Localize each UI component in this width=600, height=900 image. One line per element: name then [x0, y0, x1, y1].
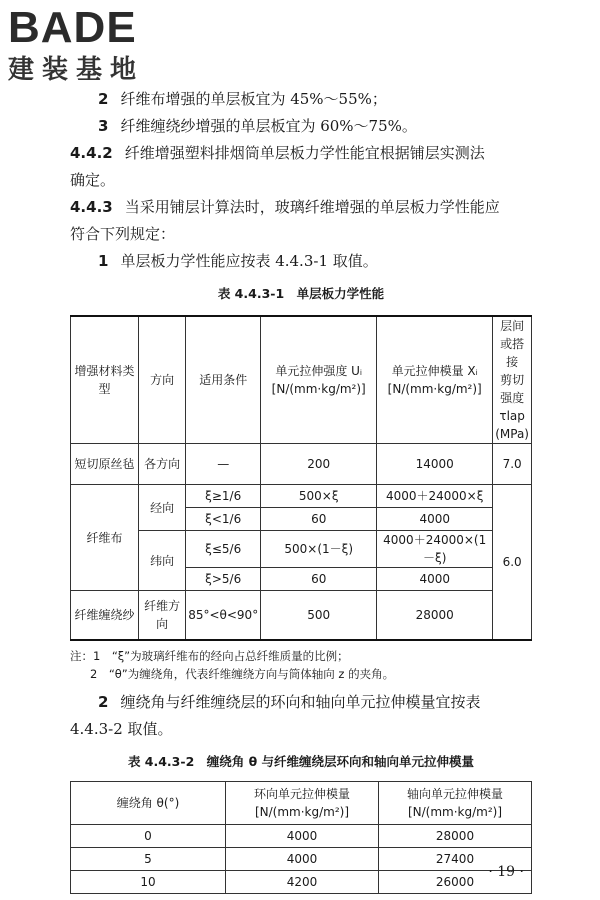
clause-4-4-2: 4.4.2 纤维增强塑料排烟筒单层板力学性能宜根据铺层实测法	[70, 144, 485, 162]
clause-4-4-3: 4.4.3 当采用铺层计算法时，玻璃纤维增强的单层板力学性能应	[70, 198, 500, 216]
cell-strength: 500×ξ	[261, 485, 377, 508]
table2	[70, 781, 532, 894]
list-item: 1 单层板力学性能应按表 4.4.3-1 取值。	[98, 252, 378, 270]
cell-condition: ξ>5/6	[186, 568, 261, 591]
th-strength: 单元拉伸强度 Uᵢ [N/(mm·kg/m²)]	[261, 316, 377, 444]
clause-4-4-3-cont: 符合下列规定：	[70, 225, 176, 243]
list-item-cont: 4.4.3-2 取值。	[70, 720, 173, 738]
cell-strength: 60	[261, 568, 377, 591]
logo-brand-en: BADE	[8, 3, 137, 52]
document-body	[70, 86, 532, 894]
th-shear: 层间或搭接 剪切强度 τlap (MPa)	[493, 316, 532, 444]
cell-shear: 7.0	[493, 444, 532, 485]
table-row	[71, 485, 532, 508]
page-number: · 19 ·	[488, 864, 524, 880]
cell-shear: 6.0	[493, 485, 532, 641]
table-row	[71, 871, 532, 894]
th-modulus: 单元拉伸模量 Xᵢ [N/(mm·kg/m²)]	[377, 316, 493, 444]
table1-caption: 表 4.4.3-1 单层板力学性能	[217, 286, 385, 301]
table-row	[71, 531, 532, 568]
th-angle: 缠绕角 θ(°)	[71, 782, 226, 825]
th-condition: 适用条件	[186, 316, 261, 444]
cell-modulus: 4000＋24000×(1－ξ)	[377, 531, 493, 568]
table2-caption: 表 4.4.3-2 缠绕角 θ 与纤维缠绕层环向和轴向单元拉伸模量	[127, 754, 475, 769]
cell-strength: 500	[261, 591, 377, 641]
note-1: 注：1 “ξ”为玻璃纤维布的经向占总纤维质量的比例；	[70, 649, 349, 663]
cell-condition: ξ<1/6	[186, 508, 261, 531]
cell-strength: 500×(1－ξ)	[261, 531, 377, 568]
cell-hoop: 4200	[226, 871, 379, 894]
cell-hoop: 4000	[226, 848, 379, 871]
cell-angle: 10	[71, 871, 226, 894]
cell-modulus: 4000＋24000×ξ	[377, 485, 493, 508]
cell-material: 短切原丝毡	[71, 444, 139, 485]
logo-brand-cn: 建装基地	[8, 55, 145, 85]
cell-material: 纤维缠绕纱	[71, 591, 139, 641]
list-item: 2 缠绕角与纤维缠绕层的环向和轴向单元拉伸模量宜按表	[98, 693, 481, 711]
cell-condition: 85°<θ<90°	[186, 591, 261, 641]
cell-modulus: 14000	[377, 444, 493, 485]
th-material: 增强材料类型	[71, 316, 139, 444]
table-notes	[70, 647, 532, 683]
th-hoop-modulus: 环向单元拉伸模量 [N/(mm·kg/m²)]	[226, 782, 379, 825]
cell-strength: 60	[261, 508, 377, 531]
cell-modulus: 28000	[377, 591, 493, 641]
cell-direction: 各方向	[138, 444, 185, 485]
cell-strength: 200	[261, 444, 377, 485]
table-header-row	[71, 782, 532, 825]
list-item: 3 纤维缠绕纱增强的单层板宜为 60%～75%。	[98, 117, 417, 135]
table-row	[71, 591, 532, 641]
table1	[70, 315, 532, 641]
cell-direction: 经向	[138, 485, 185, 531]
table-row	[71, 444, 532, 485]
cell-axial: 28000	[379, 825, 532, 848]
cell-axial: 27400	[379, 848, 532, 871]
th-axial-modulus: 轴向单元拉伸模量 [N/(mm·kg/m²)]	[379, 782, 532, 825]
table-row	[71, 848, 532, 871]
note-2: 2 “θ”为缠绕角，代表纤维缠绕方向与筒体轴向 z 的夹角。	[90, 667, 395, 681]
table-header-row	[71, 316, 532, 444]
cell-axial: 26000	[379, 871, 532, 894]
cell-angle: 0	[71, 825, 226, 848]
cell-hoop: 4000	[226, 825, 379, 848]
logo	[8, 3, 178, 86]
cell-condition: —	[186, 444, 261, 485]
cell-material: 纤维布	[71, 485, 139, 591]
table-row	[71, 825, 532, 848]
cell-condition: ξ≤5/6	[186, 531, 261, 568]
cell-direction: 纤维方向	[138, 591, 185, 641]
cell-condition: ξ≥1/6	[186, 485, 261, 508]
cell-modulus: 4000	[377, 508, 493, 531]
cell-modulus: 4000	[377, 568, 493, 591]
cell-angle: 5	[71, 848, 226, 871]
th-direction: 方向	[138, 316, 185, 444]
list-item: 2 纤维布增强的单层板宜为 45%～55%；	[98, 90, 387, 108]
clause-4-4-2-cont: 确定。	[70, 171, 116, 189]
cell-direction: 纬向	[138, 531, 185, 591]
